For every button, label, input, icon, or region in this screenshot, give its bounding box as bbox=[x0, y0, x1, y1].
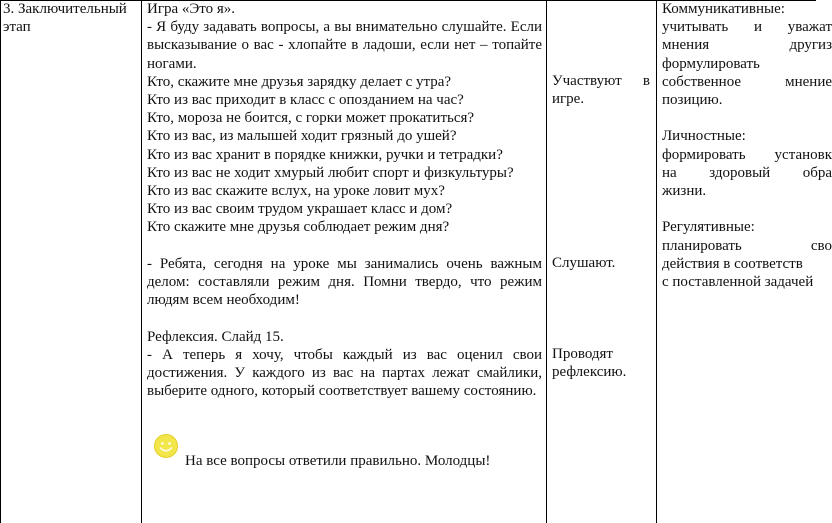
reflection-text: - А теперь я хочу, чтобы каждый из вас оценил свои достижения. У каждого из вас на партах лежат смайлики, выберите одного, который соответствует вашему состоянию. bbox=[147, 346, 542, 400]
participate-text: Участвуют в игре. bbox=[552, 73, 650, 108]
reg-title: Регулятивные: bbox=[662, 219, 755, 236]
pers-word: установк bbox=[774, 146, 832, 163]
reg-word: планировать bbox=[662, 237, 742, 254]
question-7: Кто из вас скажите вслух, на уроке ловит мух? bbox=[147, 183, 445, 200]
pers-title: Личностные: bbox=[662, 128, 746, 145]
teacher-activity-cell bbox=[147, 0, 542, 400]
comm-line-1 bbox=[662, 18, 832, 36]
pers-line-2 bbox=[662, 164, 832, 182]
question-4: Кто из вас, из малышей ходит грязный до ушей? bbox=[147, 128, 457, 145]
col-border-2 bbox=[546, 0, 547, 523]
comm-word: другиз bbox=[789, 37, 832, 54]
lesson-summary: - Ребята, сегодня на уроке мы занимались очень важным делом: составляли режим дня. Помни твердо, что режим людям всем необходим! bbox=[147, 255, 542, 309]
reflection-title: Рефлексия. Слайд 15. bbox=[147, 328, 284, 345]
pers-word: на bbox=[662, 164, 677, 181]
reflect-text: Проводят рефлексию. bbox=[552, 346, 627, 381]
col-border-1 bbox=[141, 0, 142, 523]
col-border-left bbox=[0, 0, 1, 523]
question-1: Кто, скажите мне друзья зарядку делает с утра? bbox=[147, 73, 452, 90]
listen-text: Слушают. bbox=[552, 255, 616, 271]
comm-line-2 bbox=[662, 36, 832, 54]
pers-word: здоровый bbox=[709, 164, 771, 181]
comm-word: мнение bbox=[785, 73, 832, 90]
student-participate bbox=[552, 72, 650, 108]
comm-line-4 bbox=[662, 73, 832, 91]
stage-label: 3. Заключительный этап bbox=[3, 1, 127, 36]
competencies-cell bbox=[662, 0, 832, 291]
question-8: Кто из вас своим трудом украшает класс и дом? bbox=[147, 201, 453, 218]
comm-word: мнения bbox=[662, 37, 710, 54]
question-2: Кто из вас приходит в класс с опозданием на час? bbox=[147, 92, 464, 109]
game-instruction: - Я буду задавать вопросы, а вы внимательно слушайте. Если высказывание о вас - хлопайте в ладоши, если нет – топайте ногами. bbox=[147, 19, 542, 72]
student-listen bbox=[552, 254, 650, 272]
pers-line-1 bbox=[662, 146, 832, 164]
pers-word: формировать bbox=[662, 146, 746, 163]
comm-line-5: позицию. bbox=[662, 92, 723, 109]
reg-line-2: действия в соответств bbox=[662, 255, 803, 272]
comm-word: собственное bbox=[662, 73, 742, 90]
reg-line-3: с поставленной задачей bbox=[662, 274, 814, 291]
comm-word: уважат bbox=[787, 19, 832, 36]
final-praise: На все вопросы ответили правильно. Молодцы! bbox=[185, 453, 491, 469]
comm-word: и bbox=[754, 19, 763, 36]
stage-cell bbox=[3, 0, 137, 36]
pers-line-3: жизни. bbox=[662, 183, 707, 200]
question-9: Кто скажите мне друзья соблюдает режим дня? bbox=[147, 219, 450, 236]
question-3: Кто, мороза не боится, с горки может прокатиться? bbox=[147, 110, 475, 127]
game-title: Игра «Это я». bbox=[147, 1, 236, 17]
reg-line-1 bbox=[662, 237, 832, 255]
question-6: Кто из вас не ходит хмурый любит спорт и физкультуры? bbox=[147, 164, 514, 181]
comm-word: учитывать bbox=[662, 19, 729, 36]
question-5: Кто из вас хранит в порядке книжки, ручки и тетрадки? bbox=[147, 146, 503, 163]
pers-word: обра bbox=[802, 164, 832, 181]
reg-word: сво bbox=[810, 237, 832, 254]
comm-line-3: формулировать bbox=[662, 55, 760, 72]
comm-title: Коммуникативные: bbox=[662, 1, 785, 17]
smiley-icon bbox=[153, 433, 179, 459]
col-border-3 bbox=[656, 0, 657, 523]
student-reflect bbox=[552, 345, 650, 381]
